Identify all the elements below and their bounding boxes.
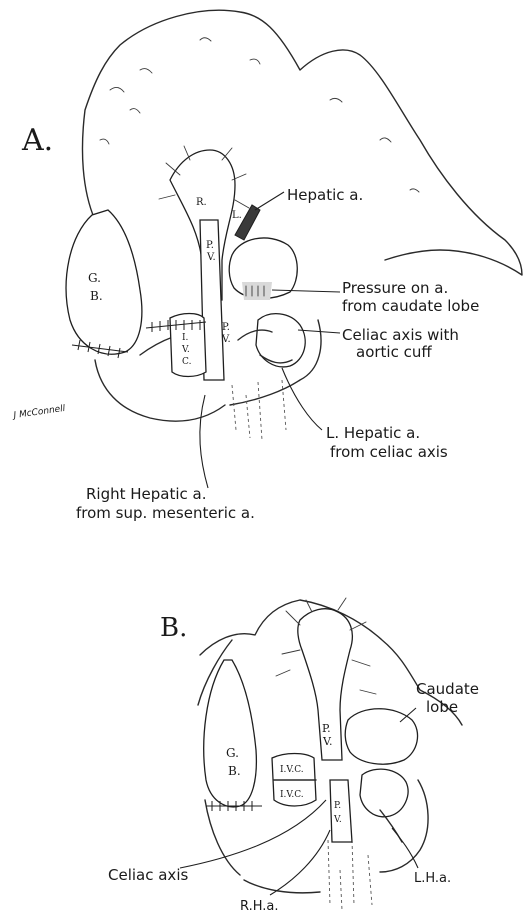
label-celiac-1: Celiac axis with [342, 326, 459, 344]
ivc-lower-b: I.V.C. [280, 790, 304, 800]
l-label-a: L. [232, 210, 242, 221]
gb-label-a-bottom: B. [90, 289, 103, 303]
label-lhepatic-2: from celiac axis [330, 443, 448, 461]
label-caudate-2: lobe [426, 698, 459, 716]
celiac-cuff-b [360, 769, 408, 817]
pv-lower-a: P. [222, 322, 230, 333]
gb-label-b-bottom: B. [228, 764, 241, 778]
pv-b-2: V. [323, 735, 333, 748]
dashed-aorta-b [328, 840, 372, 910]
pv-lower-b-2: V. [334, 815, 342, 825]
panel-a [11, 10, 522, 522]
label-rhepatic-2: from sup. mesenteric a. [76, 504, 255, 522]
panel-b-letter: B. [160, 613, 188, 643]
panel-b [108, 598, 479, 914]
pv-lower-b-1: P. [334, 801, 342, 811]
ivc-a-2: V. [182, 345, 190, 355]
label-pressure-2: from caudate lobe [342, 297, 480, 315]
gallbladder-b [204, 660, 257, 807]
pv-b-1: P. [322, 722, 331, 735]
panel-a-letter: A. [22, 123, 54, 158]
ivc-a-1: I. [182, 333, 189, 343]
dashed-aorta-a [232, 380, 286, 440]
gb-label-b-top: G. [226, 746, 239, 760]
liver-texture-a [100, 38, 419, 192]
signature-a: J McConnell [13, 403, 66, 421]
leader-lha-b [392, 828, 418, 868]
celiac-cuff-a [256, 314, 305, 367]
label-caudate-1: Caudate [416, 680, 479, 698]
label-celiac-b: Celiac axis [108, 866, 189, 884]
r-label-a: R. [196, 197, 207, 208]
label-pressure-1: Pressure on a. [342, 279, 449, 297]
leader-rhepatic-a [200, 395, 208, 488]
pv-lower-a-2: V. [222, 334, 231, 345]
leader-celiac-b [180, 800, 326, 868]
label-rha-b: R.H.a. [240, 899, 279, 914]
pressure-zone-a [242, 282, 272, 300]
ivc-upper-b: I.V.C. [280, 765, 304, 775]
gallbladder-a [66, 210, 142, 354]
label-hepatic-a: Hepatic a. [287, 186, 364, 204]
leader-hepatic-a [255, 192, 284, 210]
caudate-lobe-b [345, 709, 417, 764]
leader-rha-b [270, 830, 330, 895]
label-lhepatic-1: L. Hepatic a. [326, 424, 421, 442]
leader-lhepatic-a [282, 368, 322, 430]
pv-upper-a: P. [206, 240, 214, 251]
portal-lower-b [330, 780, 352, 842]
liver-outline-a [82, 10, 522, 275]
gb-label-a-top: G. [88, 271, 101, 285]
pv-upper-a-2: V. [207, 252, 216, 263]
label-celiac-2: aortic cuff [356, 343, 432, 361]
ivc-a-3: C. [182, 357, 192, 367]
label-lha-b: L.H.a. [414, 871, 452, 886]
label-rhepatic-1: Right Hepatic a. [86, 485, 207, 503]
